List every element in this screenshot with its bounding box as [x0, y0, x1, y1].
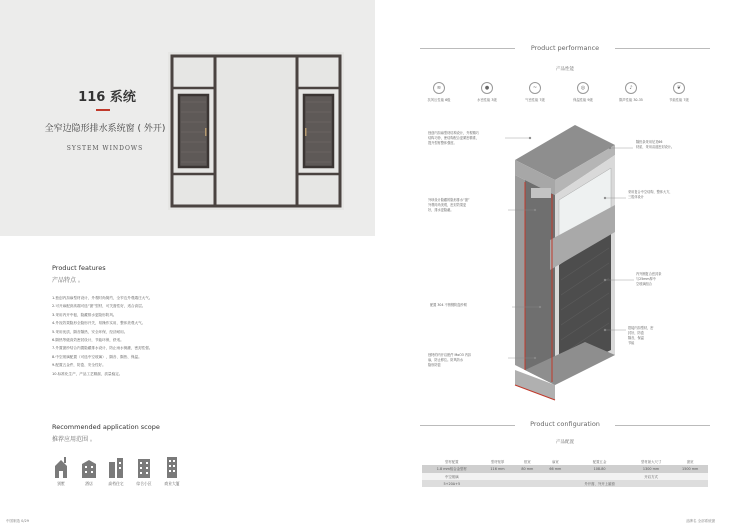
table-cell: 外开窗、外开上悬窗 — [569, 480, 629, 487]
table-cell — [541, 480, 569, 487]
table-cell — [630, 480, 673, 487]
feature-item: 6.隔热等级高效密封设计，节能环保，舒适。 — [52, 338, 124, 343]
table-cell: 开启方式 — [630, 473, 673, 480]
water-drop-icon: ● — [481, 82, 493, 94]
thermo-icon: ◎ — [577, 82, 589, 94]
table-header-cell: 窗宽 — [686, 460, 694, 465]
perf-label: 保温性能 9级 — [573, 98, 593, 102]
perf-label: 隔声性能 30-35 — [619, 98, 643, 102]
config-heading-cn: 产品配置 — [556, 440, 574, 445]
table-cell — [482, 473, 514, 480]
app-residence — [101, 456, 131, 487]
features-heading-en: Product features — [52, 264, 106, 272]
callout-multi-chamber: 采用复合中空结构，整体大方， 三腔体设计 — [628, 190, 673, 199]
features-list — [52, 294, 152, 378]
table-cell: 66 mm — [541, 465, 569, 472]
callout-sash: 搭接内扣型材，密 封好，防盗 隔音，保温 节能 — [628, 326, 654, 345]
perf-label: 抗风压性能 6级 — [427, 98, 451, 102]
app-villa — [46, 456, 76, 487]
table-cell — [672, 480, 708, 487]
feature-item: 2.可开扇配套高端可选“窗”型材，可关窗性好，适合高层。 — [52, 304, 146, 309]
config-table — [422, 458, 708, 487]
title-accent-bar — [96, 109, 110, 111]
feature-item: 7.外置窗纱结合内置隐藏排水设计，防止雨水倒灌，密封性强。 — [52, 346, 153, 351]
feature-item: 9.配置五金件，防盗、安全性好。 — [52, 363, 106, 368]
feature-item: 10.标准化生产，产品工艺精湛，质量稳定。 — [52, 371, 123, 376]
table-row — [422, 480, 708, 487]
table-cell: 80 mm — [513, 465, 541, 472]
callout-drainage: 外坝设计隐藏的隐形排水“窗” 外观时尚美观，密封效果更 好，排水更隐蔽。 — [428, 198, 470, 212]
table-header-cell: 型材壁厚 — [490, 460, 505, 465]
table-header-cell: 框宽 — [523, 460, 531, 465]
table-cell — [569, 473, 629, 480]
table-cell: 108-80 — [569, 465, 629, 472]
leaf-icon: ❦ — [673, 82, 685, 94]
perf-air — [517, 82, 553, 102]
app-label: 别墅 — [57, 481, 65, 486]
table-cell: 1300 mm — [630, 465, 673, 472]
table-row — [422, 465, 708, 472]
wind-icon: ≋ — [433, 82, 445, 94]
perf-label: 水密性能 3级 — [477, 98, 497, 102]
table-cell: 1500 mm — [672, 465, 708, 472]
right-footer: 品牌名 全部系统窗 — [686, 519, 716, 523]
table-cell — [513, 473, 541, 480]
callout-screen: 配置 304 不锈钢防盗纱网 — [430, 303, 467, 307]
table-header-cell: 扇宽 — [551, 460, 559, 465]
table-cell: 116 mm — [482, 465, 514, 472]
left-footer: 中国制造 0/29 — [6, 519, 29, 523]
window-product-image — [168, 52, 344, 210]
community-icon — [136, 456, 152, 478]
callout-hardware: 独特的内开启配件 MoO3 内扣 扇，防止移位。防风防水 隐形防盗 — [428, 353, 472, 367]
villa-icon — [53, 456, 69, 478]
commercial-building-icon — [164, 456, 180, 478]
air-icon: ~ — [529, 82, 541, 94]
series-title: 116 系统 — [78, 90, 136, 105]
table-row — [422, 473, 708, 480]
table-header-cell: 型材配置 — [445, 460, 459, 465]
performance-heading-en: Product performance — [515, 44, 615, 52]
series-english: SYSTEM WINDOWS — [66, 145, 144, 152]
feature-item: 5.采用优质，隔音隔热，安全环保，经济耐用。 — [52, 329, 128, 334]
features-heading-cn: 产品特点 。 — [52, 277, 84, 284]
perf-thermo — [565, 82, 601, 102]
perf-sound — [613, 82, 649, 102]
app-hotel — [74, 456, 104, 487]
table-header-cell: 型材最大尺寸 — [640, 460, 662, 465]
app-label: 酒店 — [85, 481, 93, 486]
residence-icon — [108, 456, 124, 478]
table-cell — [513, 480, 541, 487]
callout-thermal-strip: 隔热条采用尼龙66 材质，采用双道密封设计。 — [636, 140, 675, 149]
perf-label: 气密性能 7级 — [525, 98, 545, 102]
table-cell — [541, 473, 569, 480]
perf-energy — [661, 82, 697, 102]
app-label: 综合小区 — [136, 481, 152, 486]
table-cell: 中空玻璃 — [422, 473, 482, 480]
performance-heading-cn: 产品性能 — [556, 67, 574, 72]
sound-icon: ♪ — [625, 82, 637, 94]
feature-item: 1.独创内扣扇型材设计，外观时尚简约，全窄边外观端庄大气。 — [52, 296, 153, 300]
feature-item: 8.中空玻璃配置（可选中空玻璃），隔音、隔热、保温。 — [52, 354, 142, 359]
callout-glass: 内外圈复合密封条 与25mm厚中 空玻璃组合 — [636, 272, 662, 286]
table-header-row — [422, 458, 708, 465]
feature-item: 4.外视效果隐形全隐形开关，易操作实用，整体美观大气。 — [52, 321, 146, 326]
callout-leader-lines — [420, 130, 710, 390]
callout-profile: 独创内扣扇型材结构设计，外观精巧 结构巧妙，使结构配合更紧密精准， 提升型材整体强度。 — [428, 131, 479, 145]
app-label: 高档住宅 — [108, 481, 124, 486]
app-community — [129, 456, 159, 487]
table-header-cell: 配置五金 — [592, 460, 607, 465]
table-cell — [482, 480, 514, 487]
perf-water — [469, 82, 505, 102]
hotel-icon — [81, 456, 97, 478]
app-commercial — [157, 456, 187, 487]
app-label: 商业大厦 — [164, 481, 180, 486]
series-subtitle: 全窄边隐形排水系统窗 ( 外开) — [44, 124, 166, 134]
perf-wind — [421, 82, 457, 102]
application-heading-en: Recommended application scope — [52, 423, 160, 431]
config-heading-en: Product configuration — [515, 420, 615, 428]
perf-label: 节能性能 7级 — [669, 98, 689, 102]
application-heading-cn: 推荐应用范围 。 — [52, 436, 96, 443]
table-cell: 1.8 mm铝合金型材 — [422, 465, 482, 472]
feature-item: 3.采用内开中梃，隐藏排水更隐形防风。 — [52, 312, 117, 317]
table-cell — [672, 473, 708, 480]
table-cell: 5+20A+5 — [422, 480, 482, 487]
